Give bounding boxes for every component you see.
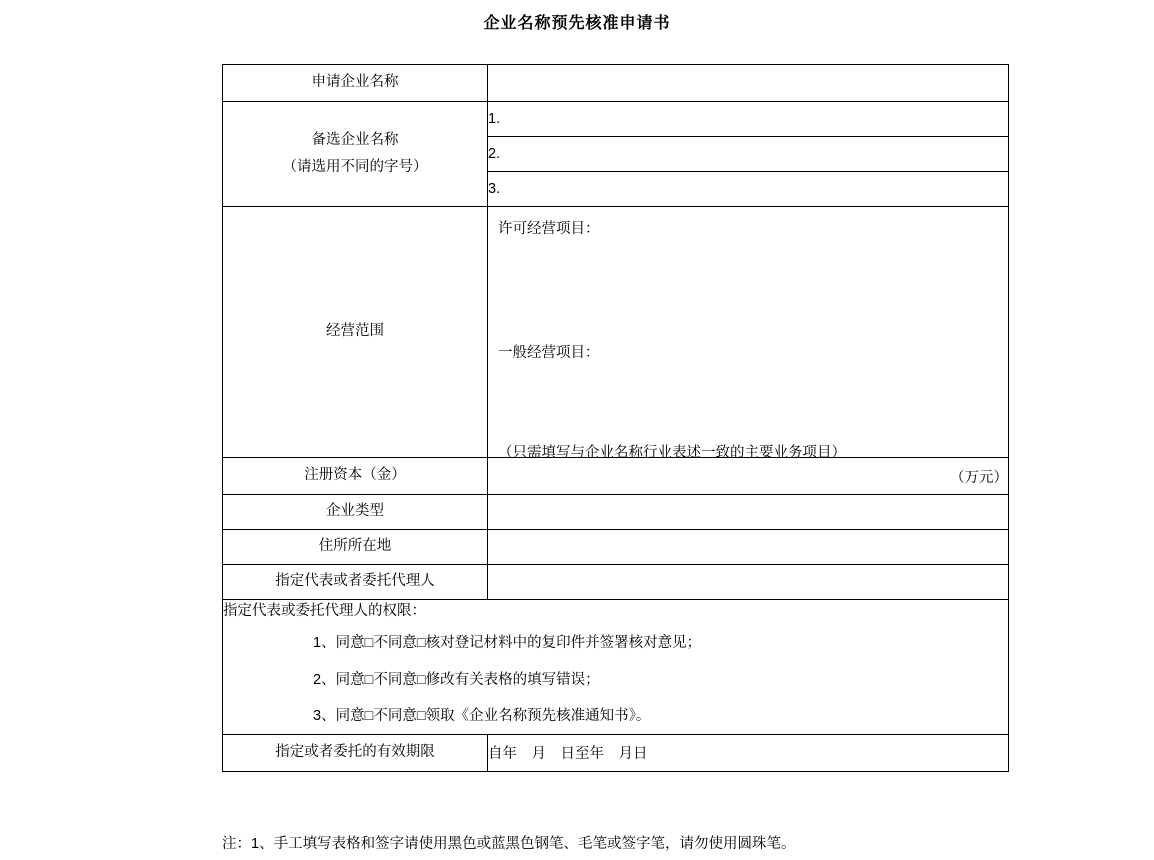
application-form [222, 64, 1008, 772]
label-licensed-items: 许可经营项目： [498, 221, 600, 237]
authority-item-3[interactable]: 3、同意□不同意□领取《企业名称预先核准通知书》。 [313, 708, 651, 725]
marker-3: 3. [488, 181, 501, 197]
page-title: 企业名称预先核准申请书 [483, 15, 671, 32]
field-registered-capital[interactable] [488, 458, 1009, 495]
table-row [223, 65, 1009, 102]
field-alternative-name-2[interactable] [488, 137, 1009, 172]
field-alternative-name-3[interactable] [488, 172, 1009, 207]
field-enterprise-type[interactable] [488, 495, 1009, 530]
marker-1: 1. [488, 111, 501, 127]
table-row [223, 734, 1009, 771]
marker-2: 2. [488, 146, 501, 162]
label-general-items: 一般经营项目： [498, 345, 600, 361]
label-domicile: 住所所在地 [223, 530, 488, 565]
label-valid-period: 指定或者委托的有效期限 [223, 734, 488, 771]
authority-block [223, 600, 1009, 735]
label-applicant-name: 申请企业名称 [223, 65, 488, 102]
table-row [223, 102, 1009, 137]
authority-item-2[interactable]: 2、同意□不同意□修改有关表格的填写错误； [313, 671, 600, 688]
label-enterprise-type: 企业类型 [223, 495, 488, 530]
label-alternative-names-line1: 备选企业名称 [311, 132, 399, 149]
table-row [223, 600, 1009, 735]
field-domicile[interactable] [488, 530, 1009, 565]
label-registered-capital: 注册资本（金） [223, 458, 488, 495]
table-row [223, 530, 1009, 565]
field-alternative-name-1[interactable] [488, 102, 1009, 137]
table-row [223, 495, 1009, 530]
table-row [223, 207, 1009, 458]
field-applicant-name[interactable] [488, 65, 1009, 102]
footer-note: 注：1、手工填写表格和签字请使用黑色或蓝黑色钢笔、毛笔或签字笔，请勿使用圆珠笔。 [222, 836, 796, 852]
label-representative: 指定代表或者委托代理人 [223, 565, 488, 600]
label-alternative-names [223, 102, 488, 207]
form-table [222, 64, 1009, 772]
business-scope-hint: （只需填写与企业名称行业表述一致的主要业务项目） [498, 445, 846, 461]
field-business-scope[interactable] [488, 207, 1009, 461]
table-row [223, 458, 1009, 495]
authority-heading: 指定代表或委托代理人的权限： [223, 603, 426, 619]
label-alternative-names-line2: （请选用不同的字号） [282, 159, 428, 175]
registered-capital-unit: （万元） [950, 469, 1008, 486]
table-row [223, 565, 1009, 600]
field-valid-period[interactable]: 自年 月 日至年 月日 [488, 734, 1009, 771]
authority-item-1[interactable]: 1、同意□不同意□核对登记材料中的复印件并签署核对意见； [313, 635, 702, 652]
label-business-scope: 经营范围 [223, 207, 488, 458]
field-representative[interactable] [488, 565, 1009, 600]
